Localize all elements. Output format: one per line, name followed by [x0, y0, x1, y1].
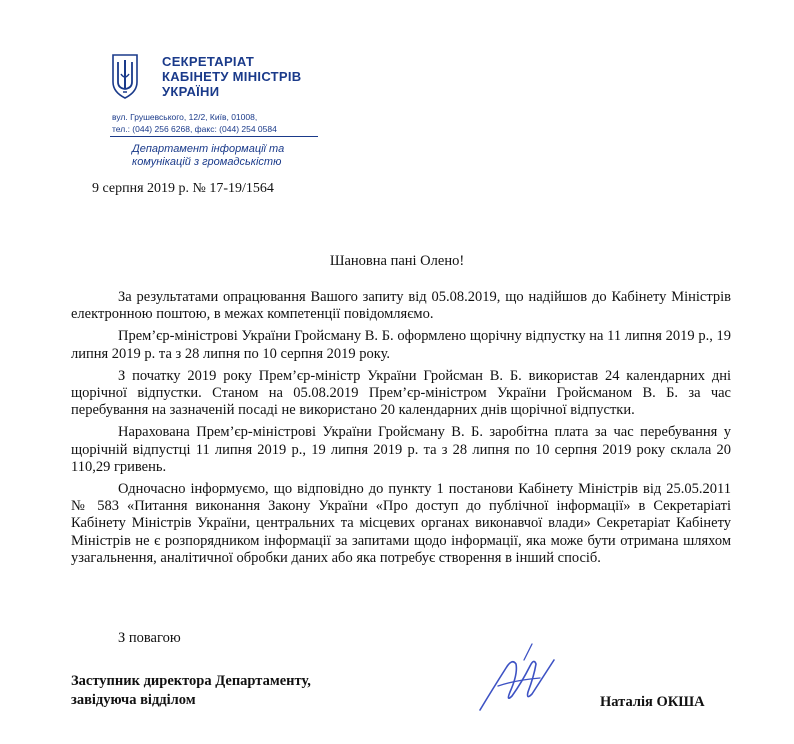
- signer-position: [71, 672, 311, 710]
- org-name-line-3: УКРАЇНИ: [162, 84, 220, 99]
- department-line-2: комунікацій з громадськістю: [132, 156, 282, 168]
- reference-number: 9 серпня 2019 р. № 17-19/1564: [92, 181, 274, 196]
- organization-name: [162, 54, 302, 99]
- closing: З повагою: [118, 630, 181, 646]
- paragraph-3: З початку 2019 року Прем’єр-міністр України Гройсман В. Б. використав 24 календарних дні щорічної відпустки. Станом на 05.08.2019 Прем’єр-міністром України Гройсманом В. Б. за час перебування на зазначеній посаді не використано 20 календарних днів щорічної відпустки.: [71, 367, 731, 419]
- org-name-line-2: КАБІНЕТУ МІНІСТРІВ: [162, 69, 302, 84]
- letter-body: [71, 289, 731, 572]
- org-name-line-1: СЕКРЕТАРІАТ: [162, 54, 255, 69]
- paragraph-2: Прем’єр-міністрові України Гройсману В. Б. оформлено щорічну відпустку на 11 липня 2019 р., 19 липня 2019 р. та з 28 липня по 10 серпня 2019 року.: [71, 328, 731, 362]
- signer-position-line-2: завідуюча відділом: [71, 692, 196, 708]
- paragraph-1: За результатами опрацювання Вашого запиту від 05.08.2019, що надійшов до Кабінету Міністрів електронною поштою, в межах компетенції повідомляємо.: [71, 289, 731, 323]
- salutation: Шановна пані Олено!: [329, 253, 465, 269]
- paragraph-4: Нарахована Прем’єр-міністрові України Гройсману В. Б. заробітна плата за час перебування у щорічній відпустці 11 липня 2019 р., 19 липня 2019 р. та з 28 липня по 10 серпня 2019 року склала 20 110,29 гривень.: [71, 424, 731, 475]
- address-line-1: вул. Грушевського, 12/2, Київ, 01008,: [112, 112, 258, 122]
- paragraph-5: Одночасно інформуємо, що відповідно до пункту 1 постанови Кабінету Міністрів від 25.05.2011 № 583 «Питання виконання Закону України «Про доступ до публічної інформації» в Секретаріаті Кабінету Міністрів України, центральних та місцевих органах виконавчої влади» Секретаріат Кабінету Міністрів не є розпорядником інформації за запитами щодо інформації, яка може бути отримана шляхом узагальнення, аналітичної обробки даних або яка потребує створення в інший спосіб.: [71, 481, 731, 566]
- address-block: [112, 111, 277, 135]
- signer-position-line-1: Заступник директора Департаменту,: [71, 673, 311, 689]
- department-line-1: Департамент інформації та: [132, 143, 285, 155]
- trident-emblem-icon: [108, 52, 142, 100]
- handwritten-signature: [472, 640, 562, 715]
- address-line-2: тел.: (044) 256 6268, факс: (044) 254 0584: [112, 124, 277, 134]
- signer-name: Наталія ОКША: [600, 694, 705, 710]
- letterhead-divider: [110, 136, 318, 137]
- department-name: [132, 143, 284, 169]
